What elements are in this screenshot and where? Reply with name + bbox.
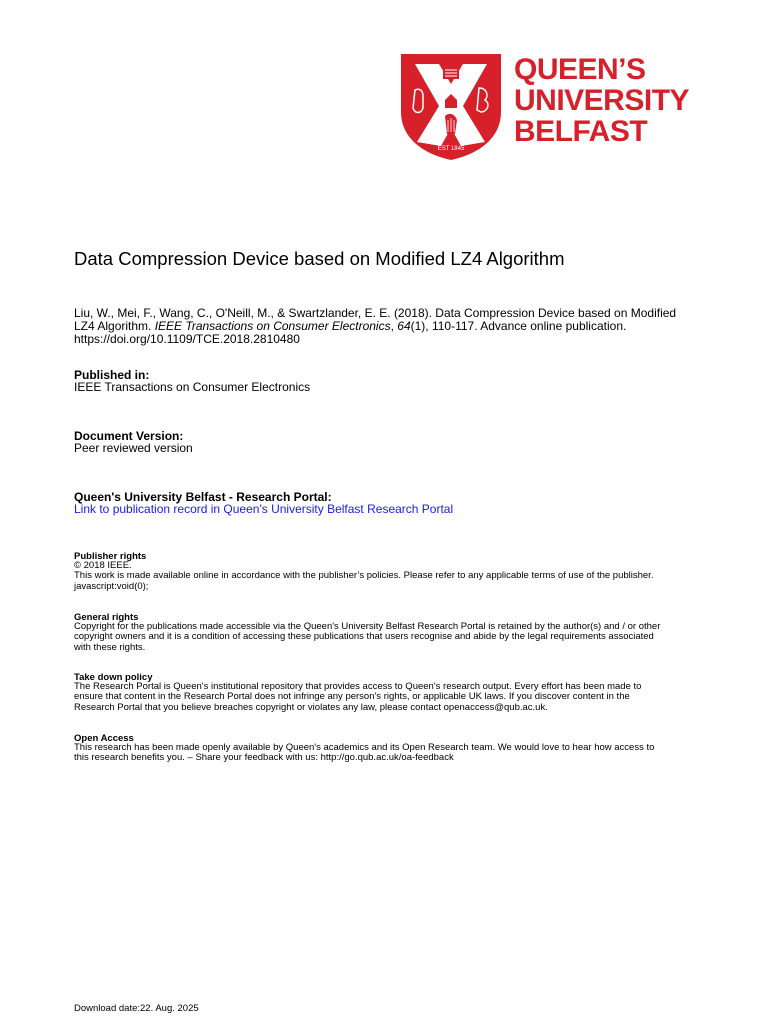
citation-authors: Liu, W., Mei, F., Wang, C., O'Neill, M., & Swartzlander, E. E. (2018). Data Compression Device based on Modified LZ4 Algorithm. [74,306,677,333]
citation-issue-pages: (1), 110-117. Advance online publication. https://doi.org/10.1109/TCE.2018.2810480 [74,319,627,346]
general-rights-line: copyright owners and it is a condition of accessing these publications that users recognise and abide by the legal requirements associated [74,631,654,643]
research-portal-label: Queen's University Belfast - Research Portal: [74,490,332,504]
download-date: Download date:22. Aug. 2025 [74,1003,199,1014]
research-portal-link[interactable]: Link to publication record in Queen's University Belfast Research Portal [74,502,454,516]
open-access-line: This research has been made openly available by Queen's academics and its Open Research team. We would love to hear how access to [74,742,655,753]
general-rights-line: with these rights. [74,641,146,653]
logo-line-belfast: BELFAST [514,115,648,148]
university-crest-icon [401,54,501,160]
open-access-body [74,743,714,764]
citation [74,307,694,346]
logo-wordmark [514,54,689,147]
publisher-rights-line: © 2018 IEEE. [74,560,132,571]
citation-volume: 64 [397,319,411,333]
logo-est-text: EST 1845 [437,146,465,152]
logo-line-queens: QUEEN’S [514,53,646,86]
general-rights-body [74,622,714,653]
take-down-line: ensure that content in the Research Portal does not infringe any person's rights, or applicable UK laws. If you discover content in the [74,691,630,703]
open-access-line: this research benefits you. – Share your feedback with us: http://go.qub.ac.uk/oa-feedback [74,752,454,764]
open-access-label: Open Access [74,733,134,744]
published-in-label: Published in: [74,368,150,382]
publisher-rights-body [74,561,714,592]
take-down-label: Take down policy [74,672,153,683]
publisher-rights-label: Publisher rights [74,551,147,562]
page-title: Data Compression Device based on Modified LZ4 Algorithm [74,248,565,269]
logo-line-university: UNIVERSITY [514,84,690,117]
citation-journal: IEEE Transactions on Consumer Electronics [154,319,391,333]
publisher-rights-line: This work is made available online in accordance with the publisher’s policies. Please refer to any applicable terms of use of the publisher. [74,570,654,582]
document-version-value: Peer reviewed version [74,441,193,455]
take-down-line: Research Portal that you believe breaches copyright or violates any law, please contact openaccess@qub.ac.uk. [74,701,548,713]
document-version-label: Document Version: [74,429,184,443]
general-rights-line: Copyright for the publications made accessible via the Queen's University Belfast Research Portal is retained by the author(s) and / or other [74,621,661,632]
published-in-value: IEEE Transactions on Consumer Electronics [74,380,311,394]
publisher-rights-line: javascript:void(0); [74,580,149,592]
take-down-line: The Research Portal is Queen's institutional repository that provides access to Queen's research output. Every effort has been made to [74,681,642,692]
citation-separator: , [390,319,398,333]
take-down-body [74,682,714,713]
general-rights-label: General rights [74,612,139,623]
university-logo [401,54,713,160]
